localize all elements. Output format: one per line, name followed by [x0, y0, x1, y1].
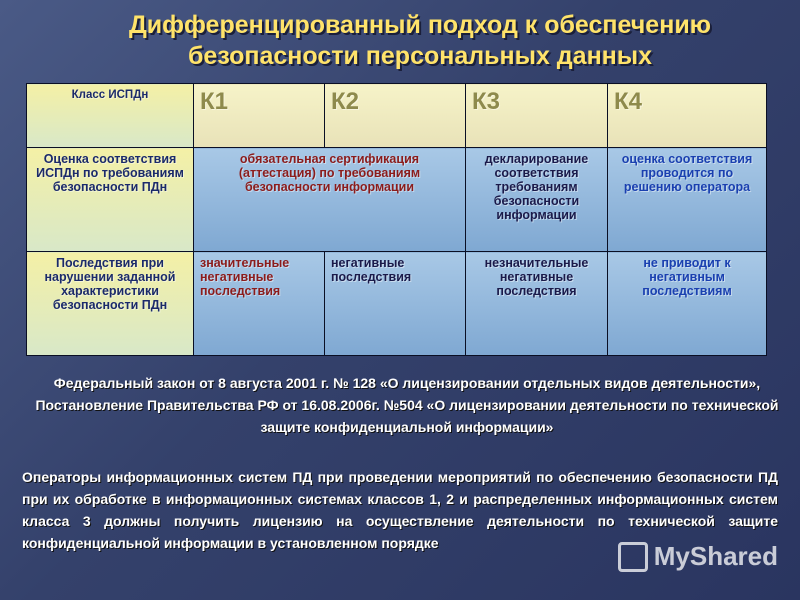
operators-paragraph: Операторы информационных систем ПД при проведении мероприятий по обеспечению безопасности ПД при их обработке в информационных системах классов 1, 2 и распределенных информационных систем класса 3 должны получить лицензию на осуществление деятельности по технической защите конфиденциальной информации в установленном порядке [22, 469, 778, 551]
cell-k1-significant: значительные негативные последствия [194, 252, 325, 356]
slide-title: Дифференцированный подход к обеспечению безопасности персональных данных [128, 11, 712, 70]
cell-k1-k2-certification: обязательная сертификация (аттестация) по требованиям безопасности информации [194, 148, 466, 252]
watermark-text: MyShared [653, 541, 778, 571]
isdn-classes-table [26, 83, 767, 356]
row-label-consequences: Последствия при нарушении заданной характеристики безопасности ПДн [27, 252, 194, 356]
table-row [27, 148, 767, 252]
table-header-row [27, 84, 767, 148]
class-k3-header: К3 [466, 84, 608, 148]
cell-k2-negative: негативные последствия [325, 252, 466, 356]
class-k4-header: К4 [608, 84, 767, 148]
watermark-icon [618, 542, 648, 572]
corner-label: Класс ИСПДн [27, 84, 194, 148]
table-row [27, 252, 767, 356]
class-k2-header: К2 [325, 84, 466, 148]
cell-k4-operator-decision: оценка соответствия проводится по решению оператора [608, 148, 767, 252]
row-label-conformity: Оценка соответствия ИСПДн по требованиям безопасности ПДн [27, 148, 194, 252]
cell-k3-declaration: декларирование соответствия требованиям безопасности информации [466, 148, 608, 252]
cell-k3-insignificant: незначительные негативные последствия [466, 252, 608, 356]
law-paragraph: Федеральный закон от 8 августа 2001 г. № 128 «О лицензировании отдельных видов деятельности», Постановление Правительства РФ от 16.08.2006г. №504 «О лицензировании деятельности по технической защите конфиденциальной информации» [35, 375, 779, 435]
watermark-logo [618, 541, 778, 572]
class-k1-header: К1 [194, 84, 325, 148]
cell-k4-none: не приводит к негативным последствиям [608, 252, 767, 356]
